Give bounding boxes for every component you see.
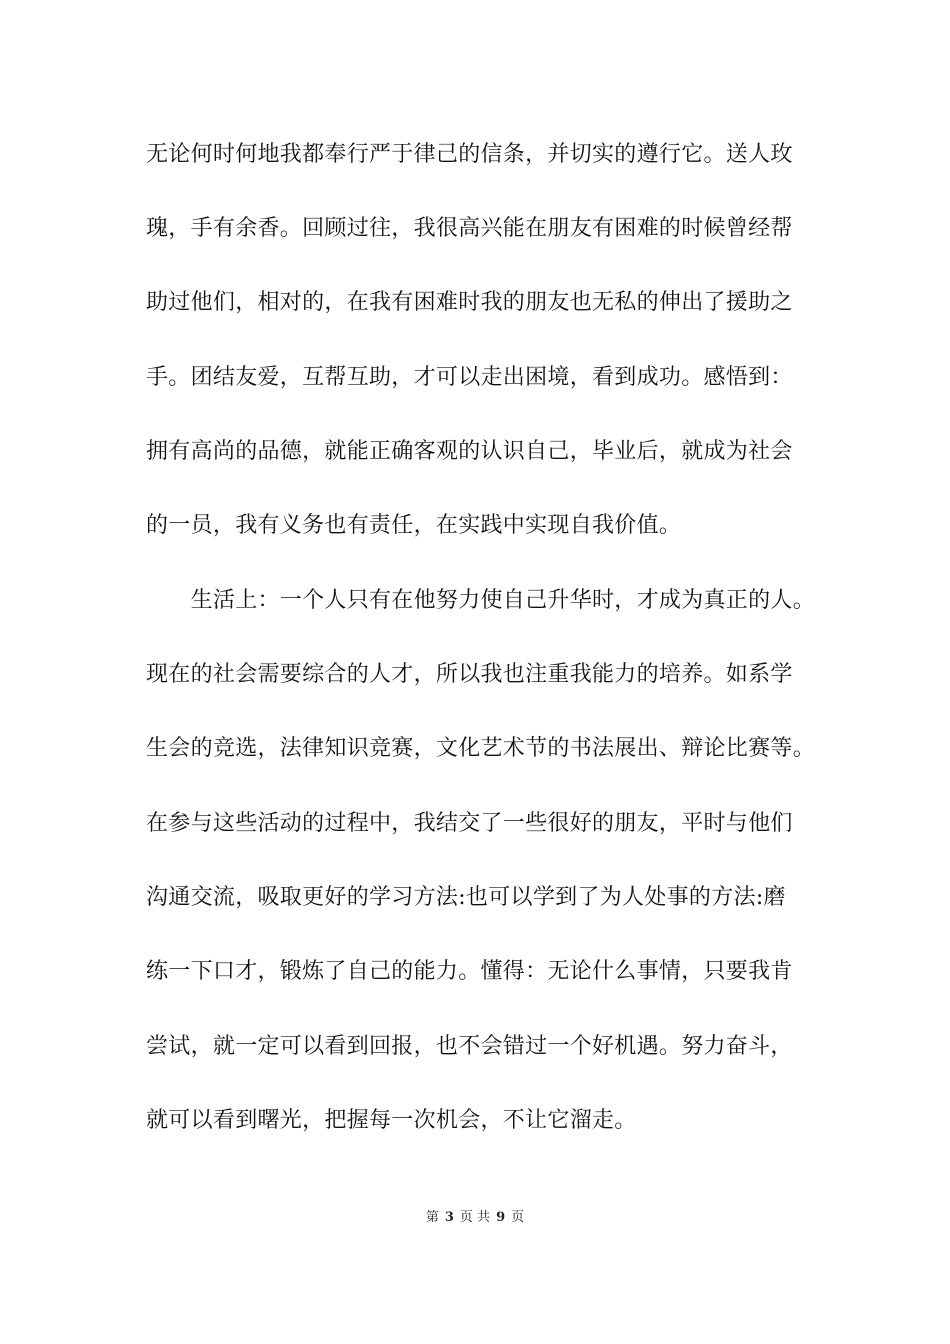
- body-text-line: 现在的社会需要综合的人才，所以我也注重我能力的培养。如系学: [146, 662, 793, 687]
- body-text-line: 就可以看到曙光，把握每一次机会，不让它溜走。: [146, 1108, 637, 1133]
- body-text-line: 瑰，手有余香。回顾过往，我很高兴能在朋友有困难的时候曾经帮: [146, 216, 793, 241]
- total-pages-number: 9: [496, 1210, 506, 1225]
- page-footer: [0, 1209, 950, 1227]
- current-page-number: 3: [444, 1210, 454, 1225]
- body-text-line: 尝试，就一定可以看到回报，也不会错过一个好机遇。努力奋斗，: [146, 1034, 793, 1059]
- body-text-line: 生会的竞选，法律知识竞赛，文化艺术节的书法展出、辩论比赛等。: [146, 736, 816, 761]
- body-text-line: 练一下口才，锻炼了自己的能力。懂得：无论什么事情，只要我肯: [146, 959, 793, 984]
- body-text-line: 拥有高尚的品德，就能正确客观的认识自己，毕业后，就成为社会: [146, 439, 793, 464]
- footer-middle: 页 共: [459, 1210, 491, 1225]
- body-text-line: 手。团结友爱，互帮互助，才可以走出困境，看到成功。感悟到：: [146, 365, 793, 390]
- paragraph-start-line: 生活上：一个人只有在他努力使自己升华时，才成为真正的人。: [146, 588, 816, 613]
- body-text-line: 助过他们，相对的，在我有困难时我的朋友也无私的伸出了援助之: [146, 290, 793, 315]
- body-text-line: 的一员，我有义务也有责任，在实践中实现自我价值。: [146, 513, 682, 538]
- body-text-line: 沟通交流，吸取更好的学习方法:也可以学到了为人处事的方法:磨: [146, 885, 786, 910]
- body-text-line: 无论何时何地我都奉行严于律己的信条，并切实的遵行它。送人玫: [146, 142, 793, 167]
- body-text-line: 在参与这些活动的过程中，我结交了一些很好的朋友，平时与他们: [146, 811, 793, 836]
- footer-suffix: 页: [511, 1210, 525, 1225]
- footer-prefix: 第: [425, 1210, 439, 1225]
